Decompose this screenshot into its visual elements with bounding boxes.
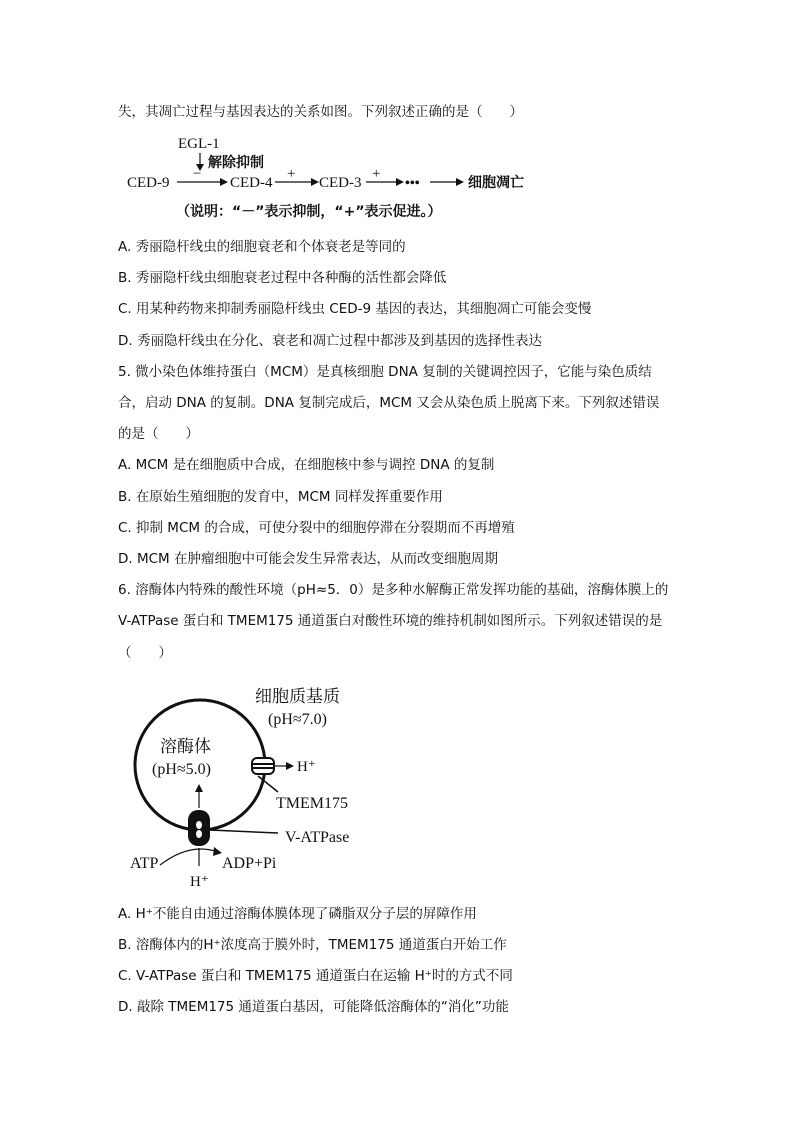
v-atpase-pointer: [210, 830, 278, 833]
lysosome-diagram: [0, 680, 794, 900]
q5-option-b: B. 在原始生殖细胞的发育中，MCM 同样发挥重要作用: [118, 489, 443, 505]
q5-stem-line-1: 5. 微小染色体维持蛋白（MCM）是真核细胞 DNA 复制的关键调控因子，它能与染色质结: [118, 364, 652, 380]
q6-stem-line-1: 6. 溶酶体内特殊的酸性环境（pH≈5．0）是多种水解酶正常发挥功能的基础，溶酶体膜上的: [118, 582, 669, 598]
minus-sign: −: [193, 166, 202, 182]
lysosome-ph-label: (pH≈5.0): [152, 761, 211, 778]
apoptosis-label: 细胞凋亡: [468, 175, 524, 191]
atp-arrow-head: [213, 847, 222, 856]
q4-option-a: A. 秀丽隐杆线虫的细胞衰老和个体衰老是等同的: [118, 239, 406, 255]
atp-label: ATP: [130, 855, 159, 872]
tmem175-channel-icon: [252, 758, 274, 774]
q5-stem-line-3: 的是（ ）: [118, 426, 199, 442]
plus-sign-1: +: [287, 166, 296, 182]
ced4-arrow-head: [311, 178, 319, 186]
q6-stem-line-3: （ ）: [118, 645, 172, 661]
ced9-arrow-head: [220, 178, 228, 186]
ellipsis-dots: •••: [405, 176, 420, 191]
atp-arrow: [160, 849, 218, 865]
q6-option-d: D. 敲除 TMEM175 通道蛋白基因，可能降低溶酶体的“消化”功能: [118, 999, 509, 1015]
adp-label: ADP+Pi: [222, 855, 277, 872]
apoptosis-pathway-diagram: [0, 128, 794, 228]
q5-option-d: D. MCM 在肿瘤细胞中可能会发生异常表达，从而改变细胞周期: [118, 551, 498, 567]
q4-option-c: C. 用某种药物来抑制秀丽隐杆线虫 CED-9 基因的表达，其细胞凋亡可能会变慢: [118, 301, 592, 317]
tmem175-label: TMEM175: [276, 795, 348, 812]
q4-stem: 失，其凋亡过程与基因表达的关系如图。下列叙述正确的是（ ）: [118, 104, 523, 120]
cytosol-label: 细胞质基质: [255, 687, 340, 707]
egl1-label: EGL-1: [178, 136, 220, 152]
ced3-label: CED-3: [319, 175, 362, 191]
h-out-arrow-head: [286, 762, 294, 770]
q5-option-a: A. MCM 是在细胞质中合成，在细胞核中参与调控 DNA 的复制: [118, 457, 495, 473]
ced4-label: CED-4: [230, 175, 273, 191]
plus-sign-2: +: [372, 166, 381, 182]
legend-note: （说明：“－”表示抑制，“+”表示促进。）: [176, 204, 442, 220]
v-atpase-label: V-ATPase: [285, 829, 350, 846]
cytosol-ph-label: (pH≈7.0): [268, 711, 327, 728]
q5-stem-line-2: 合，启动 DNA 的复制。DNA 复制完成后，MCM 又会从染色质上脱离下来。下列叙述错误: [118, 395, 660, 411]
q5-option-c: C. 抑制 MCM 的合成，可使分裂中的细胞停滞在分裂期而不再增殖: [118, 520, 515, 536]
q6-option-b: B. 溶酶体内的H⁺浓度高于膜外时，TMEM175 通道蛋白开始工作: [118, 937, 507, 953]
q4-option-d: D. 秀丽隐杆线虫在分化、衰老和凋亡过程中都涉及到基因的选择性表达: [118, 333, 542, 349]
lysosome-label: 溶酶体: [160, 737, 211, 757]
q6-stem-line-2: V-ATPase 蛋白和 TMEM175 通道蛋白对酸性环境的维持机制如图所示。下列叙述错误的是: [118, 613, 663, 629]
q6-option-a: A. H⁺不能自由通过溶酶体膜体现了磷脂双分子层的屏障作用: [118, 906, 477, 922]
h-in-label: H⁺: [190, 874, 209, 890]
ced3-arrow-head: [396, 178, 404, 186]
q6-option-c: C. V-ATPase 蛋白和 TMEM175 通道蛋白在运输 H⁺时的方式不同: [118, 968, 513, 984]
release-inhibit-label: 解除抑制: [208, 155, 264, 171]
dots-arrow-head: [456, 178, 464, 186]
proton-in-arrow-head: [195, 784, 203, 792]
ced9-label: CED-9: [127, 175, 170, 191]
q4-option-b: B. 秀丽隐杆线虫细胞衰老过程中各种酶的活性都会降低: [118, 270, 447, 286]
h-out-label: H⁺: [297, 759, 316, 775]
